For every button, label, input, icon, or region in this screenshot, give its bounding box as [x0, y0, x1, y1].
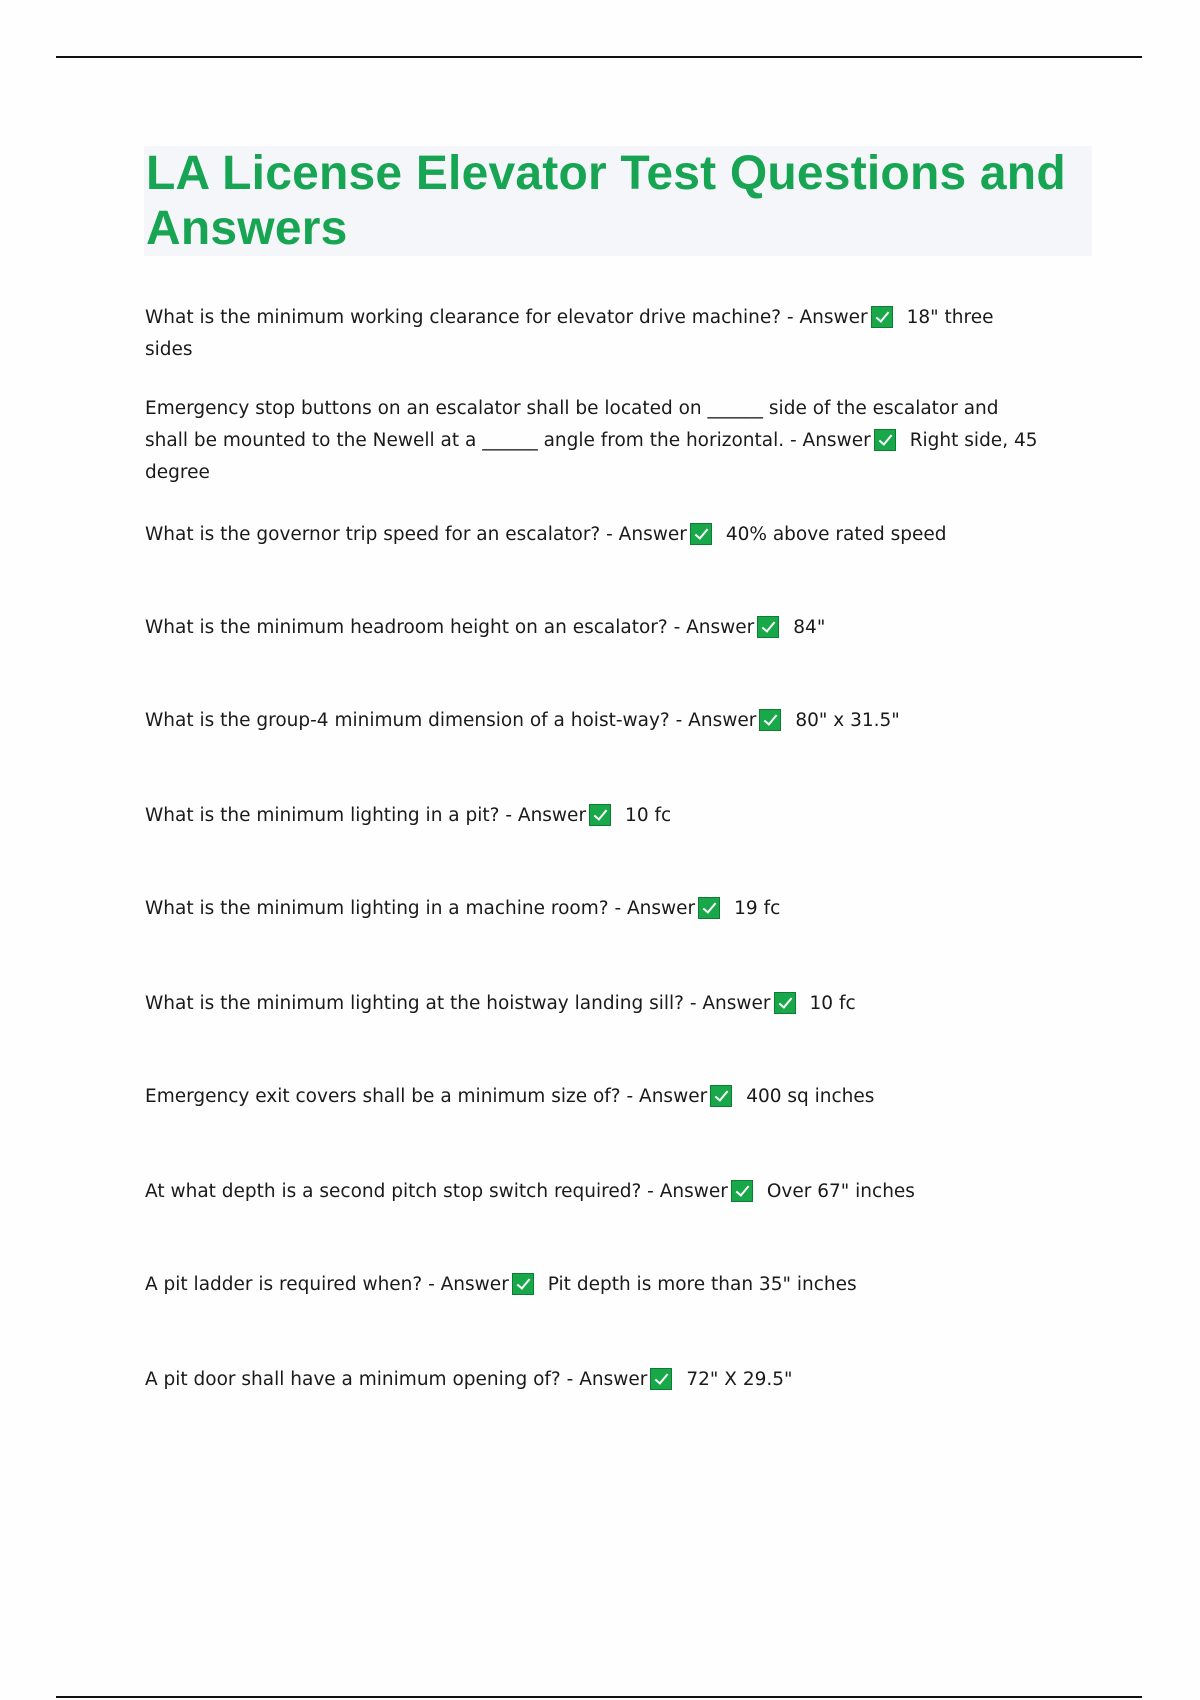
qa-item: [145, 393, 1045, 489]
check-mark-icon: [690, 523, 712, 545]
page-top-rule: [56, 56, 1142, 58]
page-bottom-rule: [56, 1696, 1142, 1698]
question-text: What is the minimum lighting in a pit? - Answer: [145, 805, 587, 826]
answer-text: Over 67" inches: [766, 1181, 915, 1202]
question-text: What is the group-4 minimum dimension of a hoist-way? - Answer: [145, 710, 757, 731]
question-text: What is the minimum lighting at the hoistway landing sill? - Answer: [145, 993, 771, 1014]
answer-text: 18" three sides: [145, 307, 994, 360]
qa-item: [145, 800, 1045, 832]
question-text: Emergency exit covers shall be a minimum size of? - Answer: [145, 1086, 708, 1107]
document-title: LA License Elevator Test Questions and Answers: [146, 147, 1066, 255]
answer-text: 10 fc: [625, 805, 672, 826]
qa-item: [145, 302, 1045, 366]
answer-text: 19 fc: [734, 898, 781, 919]
qa-item: [145, 988, 1045, 1020]
question-text: What is the minimum lighting in a machine room? - Answer: [145, 898, 696, 919]
answer-text: 80" x 31.5": [795, 710, 900, 731]
answer-text: 72" X 29.5": [686, 1369, 793, 1390]
qa-item: [145, 893, 1045, 925]
question-text: What is the minimum working clearance for elevator drive machine? - Answer: [145, 307, 868, 328]
question-text: A pit door shall have a minimum opening of? - Answer: [145, 1369, 648, 1390]
title-banner: [144, 146, 1092, 256]
qa-item: [145, 612, 1045, 644]
check-mark-icon: [871, 306, 893, 328]
question-text: At what depth is a second pitch stop switch required? - Answer: [145, 1181, 728, 1202]
answer-text: 40% above rated speed: [725, 524, 947, 545]
check-mark-icon: [774, 992, 796, 1014]
answer-text: 400 sq inches: [746, 1086, 875, 1107]
check-mark-icon: [710, 1085, 732, 1107]
question-text: Emergency stop buttons on an escalator shall be located on ______ side of the escalator and shall be mounted to the Newell at a ______ angle from the horizontal. - Answer: [145, 398, 999, 451]
qa-item: [145, 519, 1045, 551]
answer-text: 10 fc: [809, 993, 856, 1014]
check-mark-icon: [759, 709, 781, 731]
qa-item: [145, 705, 1045, 737]
question-text: A pit ladder is required when? - Answer: [145, 1274, 509, 1295]
check-mark-icon: [874, 429, 896, 451]
answer-text: 84": [793, 617, 826, 638]
answer-text: Pit depth is more than 35" inches: [547, 1274, 857, 1295]
qa-item: [145, 1364, 1045, 1396]
qa-item: [145, 1081, 1045, 1113]
question-text: What is the governor trip speed for an escalator? - Answer: [145, 524, 687, 545]
check-mark-icon: [512, 1273, 534, 1295]
check-mark-icon: [698, 897, 720, 919]
answer-text: Right side, 45 degree: [145, 430, 1038, 483]
qa-item: [145, 1269, 1045, 1301]
check-mark-icon: [757, 616, 779, 638]
check-mark-icon: [589, 804, 611, 826]
check-mark-icon: [650, 1368, 672, 1390]
check-mark-icon: [731, 1180, 753, 1202]
qa-item: [145, 1176, 1045, 1208]
question-text: What is the minimum headroom height on an escalator? - Answer: [145, 617, 755, 638]
